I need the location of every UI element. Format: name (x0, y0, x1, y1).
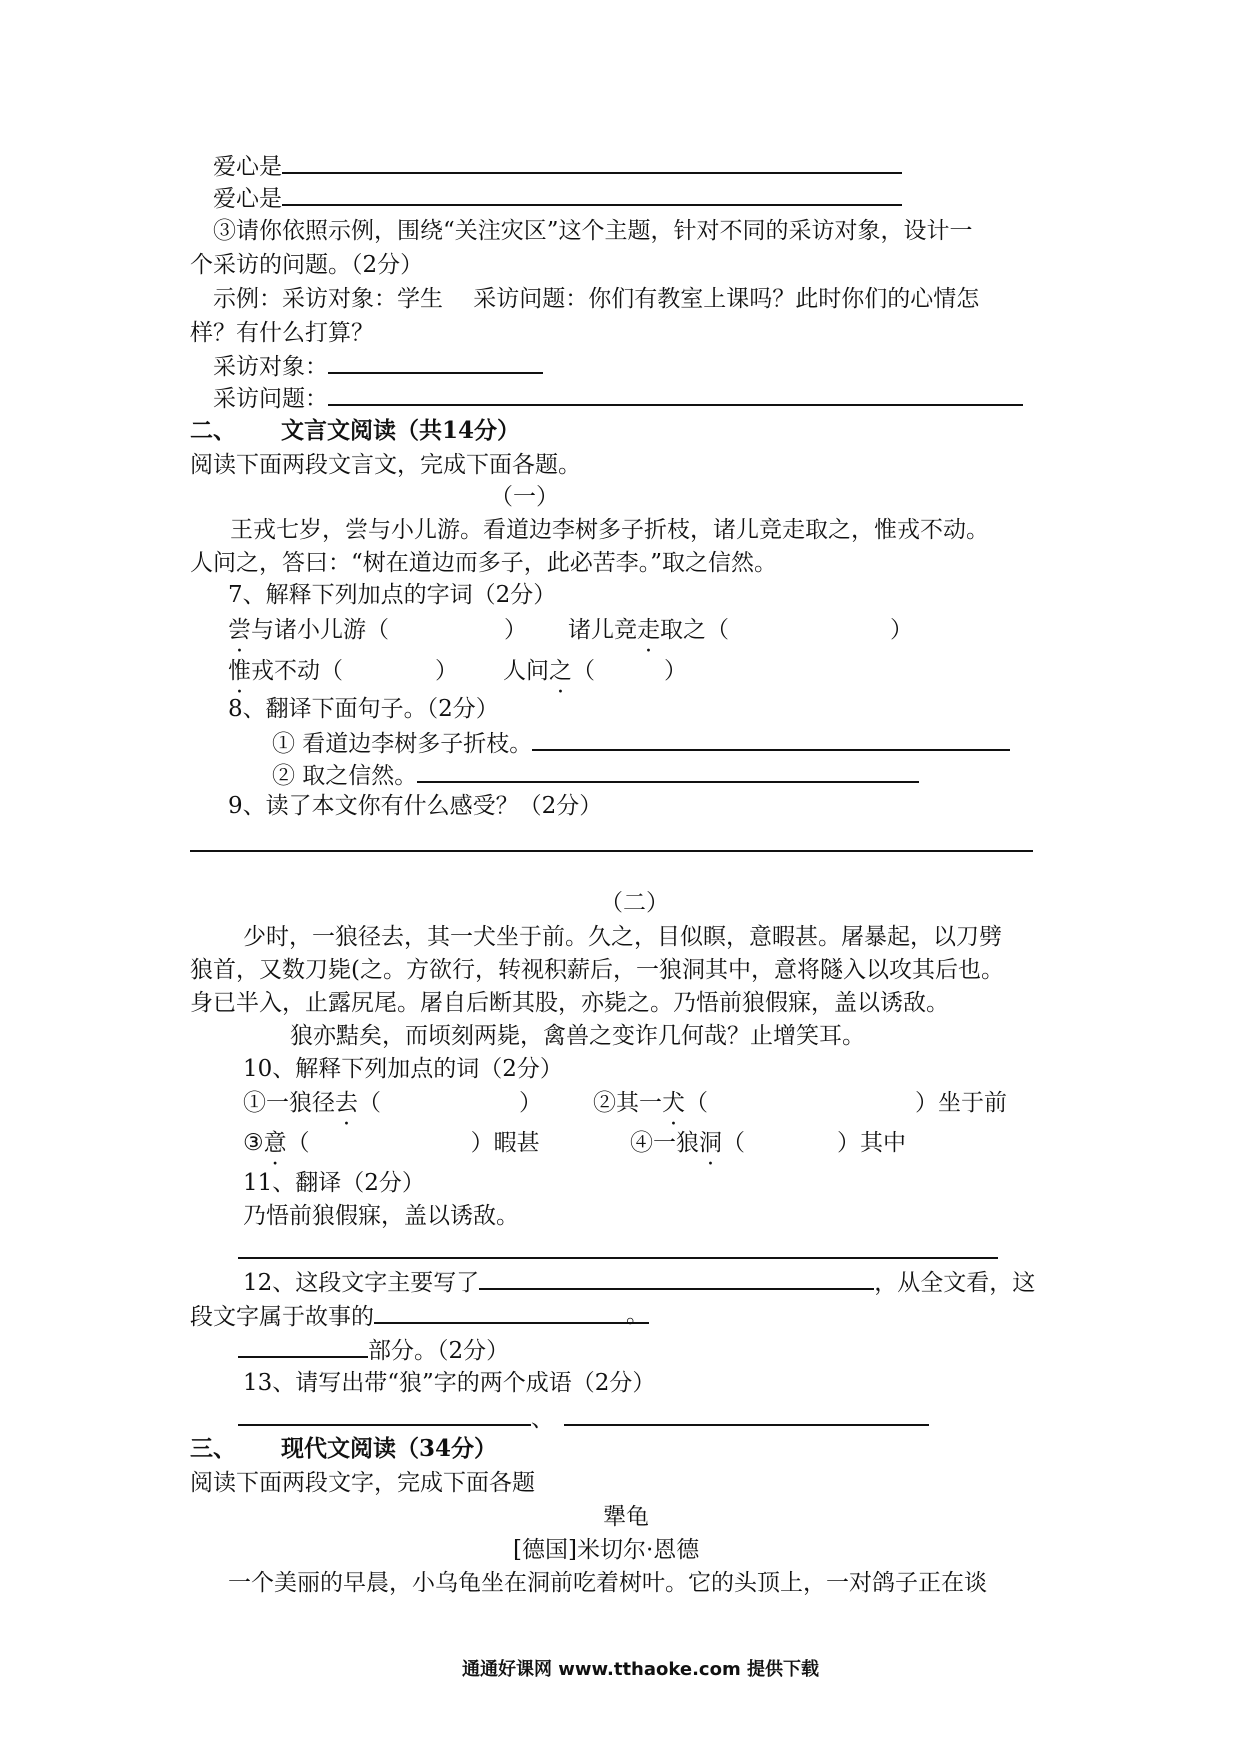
q10-b-dotted-char: 犬 (662, 1090, 685, 1116)
example-line-1: 示例：采访对象：学生 采访问题：你们有教室上课吗？此时你们的心情怎 (213, 286, 980, 312)
q10-a-dotted-char: 去 (335, 1090, 358, 1116)
passage2-line-4: 狼亦黠矣，而顷刻两毙，禽兽之变诈几何哉？止增笑耳。 (290, 1023, 865, 1049)
q10-item-c: ③意（ ）暇甚 (243, 1130, 540, 1156)
q12-line-3: 部分。（2分） (238, 1334, 509, 1366)
q10-c-dotted-char: 意 (263, 1130, 287, 1156)
q12-answer-blank-3[interactable] (238, 1334, 368, 1358)
section3-heading-num: 三、 (190, 1435, 236, 1462)
interview-target-row (213, 350, 543, 382)
q12-answer-blank-2[interactable]: 。 (374, 1300, 649, 1324)
section2-heading (190, 416, 520, 446)
love-prefix-1: 爱心是 (213, 154, 282, 180)
q7-c-dotted-char: 惟 (228, 658, 251, 684)
story-title: 犟龟 (603, 1504, 649, 1530)
q8-answer-blank-2[interactable] (417, 759, 919, 783)
section3-heading (190, 1434, 497, 1464)
q7-d-dotted-char: 之 (549, 658, 572, 684)
q10-title: 10、解释下列加点的词（2分） (243, 1056, 563, 1082)
section2-instruction: 阅读下面两段文言文，完成下面各题。 (190, 452, 581, 478)
interview-target-blank[interactable] (328, 350, 543, 374)
q10-item-d: ④一狼洞（ ）其中 (630, 1130, 906, 1156)
q7-b-dotted-char: 走 (637, 617, 660, 643)
q8-item-1: ① 看道边李树多子折枝。 (272, 727, 1010, 759)
q9-answer-line[interactable] (190, 850, 1033, 852)
q12-line-2: 段文字属于故事的 。 (190, 1302, 649, 1330)
q13-title: 13、请写出带“狼”字的两个成语（2分） (243, 1370, 656, 1396)
interview-question-label: 采访问题： (213, 386, 328, 412)
q10-item-b: ②其一犬（ ）坐于前 (593, 1090, 1007, 1116)
passage2-line-2: 狼首，又数刀毙(之。方欲行，转视积薪后，一狼洞其中，意将隧入以攻其后也。 (190, 957, 1004, 983)
q12-line-1: 12、这段文字主要写了 ，从全文看，这 (243, 1266, 1035, 1298)
q11-answer-line[interactable] (238, 1257, 998, 1259)
interview-question-row (213, 382, 1023, 414)
q10-item-a: ①一狼径去（ ） (243, 1090, 542, 1116)
love-line-2 (213, 182, 902, 214)
section3-heading-title: 现代文阅读（34分） (281, 1435, 498, 1462)
q13-answer-blank-1[interactable] (238, 1402, 531, 1426)
q9-title: 9、读了本文你有什么感受？（2分） (228, 793, 603, 819)
q7-title: 7、解释下列加点的字词（2分） (228, 582, 557, 608)
q7-item-b: 诸儿竞走取之（ ） (568, 617, 913, 643)
footer-text: 通通好课网 www.tthaoke.com 提供下载 (462, 1659, 819, 1680)
q3-line-2: 个采访的问题。（2分） (190, 252, 424, 278)
love-prefix-2: 爱心是 (213, 186, 282, 212)
q8-answer-blank-1[interactable] (532, 727, 1010, 751)
love-line-1 (213, 150, 902, 182)
section2-heading-title: 文言文阅读（共14分） (281, 417, 521, 444)
story-author: [德国]米切尔·恩德 (513, 1537, 700, 1563)
section2-heading-num: 二、 (190, 417, 236, 444)
q3-line-1: ③请你依照示例，围绕“关注灾区”这个主题，针对不同的采访对象，设计一 (213, 218, 973, 244)
q12-answer-blank-1[interactable] (479, 1266, 874, 1290)
passage1-line-2: 人问之，答曰：“树在道边而多子，此必苦李。”取之信然。 (190, 550, 778, 576)
passage1-marker: （一） (490, 484, 559, 510)
love-answer-blank-2[interactable] (282, 182, 902, 206)
interview-target-label: 采访对象： (213, 354, 328, 380)
q8-item-2: ② 取之信然。 (272, 759, 919, 791)
q7-item-a: 尝与诸小儿游（ ） (228, 617, 527, 643)
example-line-2: 样？有什么打算？ (190, 320, 374, 346)
q7-a-dotted-char: 尝 (228, 617, 251, 643)
passage2-marker: （二） (600, 890, 669, 916)
q8-title: 8、翻译下面句子。（2分） (228, 696, 499, 722)
interview-question-blank[interactable] (328, 382, 1023, 406)
passage2-line-3: 身已半入，止露尻尾。屠自后断其股，亦毙之。乃悟前狼假寐，盖以诱敌。 (190, 990, 949, 1016)
section3-instruction: 阅读下面两段文字，完成下面各题 (190, 1470, 535, 1496)
q10-d-dotted-char: 洞 (699, 1130, 722, 1156)
passage1-line-1: 王戎七岁，尝与小儿游。看道边李树多子折枝，诸儿竞走取之，惟戎不动。 (230, 517, 989, 543)
passage2-line-1: 少时，一狼径去，其一犬坐于前。久之，目似瞑，意暇甚。屠暴起，以刀劈 (243, 924, 1002, 950)
q13-answer-blank-2[interactable] (564, 1402, 929, 1426)
love-answer-blank-1[interactable] (282, 150, 902, 174)
q7-item-d: 人问之（ ） (503, 658, 687, 684)
q13-answers: 、 (238, 1402, 929, 1434)
story-first-line: 一个美丽的早晨，小乌龟坐在洞前吃着树叶。它的头顶上，一对鸽子正在谈 (228, 1570, 987, 1596)
q11-title: 11、翻译（2分） (243, 1170, 425, 1196)
q11-sentence: 乃悟前狼假寐，盖以诱敌。 (243, 1203, 519, 1229)
q7-item-c: 惟戎不动（ ） (228, 658, 458, 684)
